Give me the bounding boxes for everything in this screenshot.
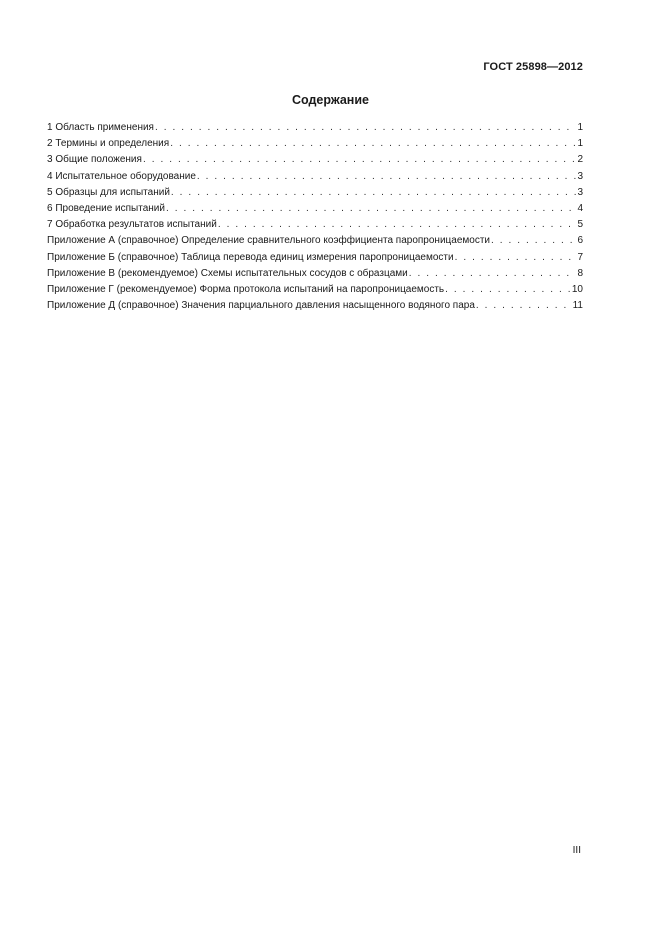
toc-entry-page: 7 <box>577 251 583 263</box>
toc-entry[interactable] <box>47 298 583 314</box>
toc-entry-page: 5 <box>577 219 583 231</box>
toc-entry[interactable] <box>47 217 583 233</box>
toc-entry-page: 1 <box>577 122 583 133</box>
toc-leader-dots <box>476 298 572 314</box>
toc-entry[interactable] <box>47 282 583 298</box>
toc-entry[interactable] <box>47 266 583 282</box>
toc-entry-text: Приложение Б (справочное) Таблица перевода единиц измерения паропроницаемости <box>47 251 454 263</box>
toc-title: Содержание <box>291 93 369 107</box>
toc-entry-page: 8 <box>577 267 583 279</box>
toc-entry-text: 7 Обработка результатов испытаний <box>47 219 217 231</box>
toc-entry-page: 1 <box>577 138 583 150</box>
toc-entry-text: 3 Общие положения <box>47 154 142 166</box>
toc-entry-text: 6 Проведение испытаний <box>47 202 165 214</box>
toc-entry-text: 2 Термины и определения <box>47 138 170 150</box>
toc-entry-text: Приложение А (справочное) Определение сравнительного коэффициента паропроницаемости <box>47 235 490 247</box>
toc-entry[interactable] <box>47 250 583 266</box>
toc-entry-page: 10 <box>571 283 583 295</box>
toc-leader-dots <box>170 136 576 152</box>
toc-entry-text: 1 Область применения <box>47 122 154 133</box>
toc-leader-dots <box>409 266 577 282</box>
toc-entry-page: 3 <box>577 170 583 182</box>
toc-entry[interactable] <box>47 185 583 201</box>
toc-entry-page: 4 <box>577 202 583 214</box>
page-number: III <box>572 845 581 856</box>
toc-entry-text: Приложение Г (рекомендуемое) Форма протокола испытаний на паропроницаемость <box>47 283 445 295</box>
toc-entry[interactable] <box>47 136 583 152</box>
toc-entry-text: 5 Образцы для испытаний <box>47 186 170 198</box>
toc-entry-page: 3 <box>577 186 583 198</box>
toc-leader-dots <box>171 185 577 201</box>
toc-entry-text: Приложение В (рекомендуемое) Схемы испытательных сосудов с образцами <box>47 267 408 279</box>
toc-entry-text: 4 Испытательное оборудование <box>47 170 196 182</box>
toc-leader-dots <box>197 169 577 185</box>
toc-entry[interactable] <box>47 120 583 136</box>
toc-entry[interactable] <box>47 152 583 168</box>
toc-entry-page: 6 <box>577 235 583 247</box>
toc-entry[interactable] <box>47 201 583 217</box>
toc-entry[interactable] <box>47 233 583 249</box>
toc-leader-dots <box>143 152 577 168</box>
toc-leader-dots <box>166 201 576 217</box>
toc-leader-dots <box>155 120 576 136</box>
toc-entry[interactable] <box>47 169 583 185</box>
document-code: ГОСТ 25898—2012 <box>483 61 583 73</box>
toc-leader-dots <box>445 282 571 298</box>
toc-leader-dots <box>491 233 576 249</box>
toc-leader-dots <box>218 217 577 233</box>
toc-leader-dots <box>455 250 577 266</box>
toc-entry-text: Приложение Д (справочное) Значения парциального давления насыщенного водяного пара <box>47 300 475 312</box>
toc-entry-page: 2 <box>577 154 583 166</box>
table-of-contents <box>47 120 583 314</box>
toc-entry-page: 11 <box>572 300 583 312</box>
